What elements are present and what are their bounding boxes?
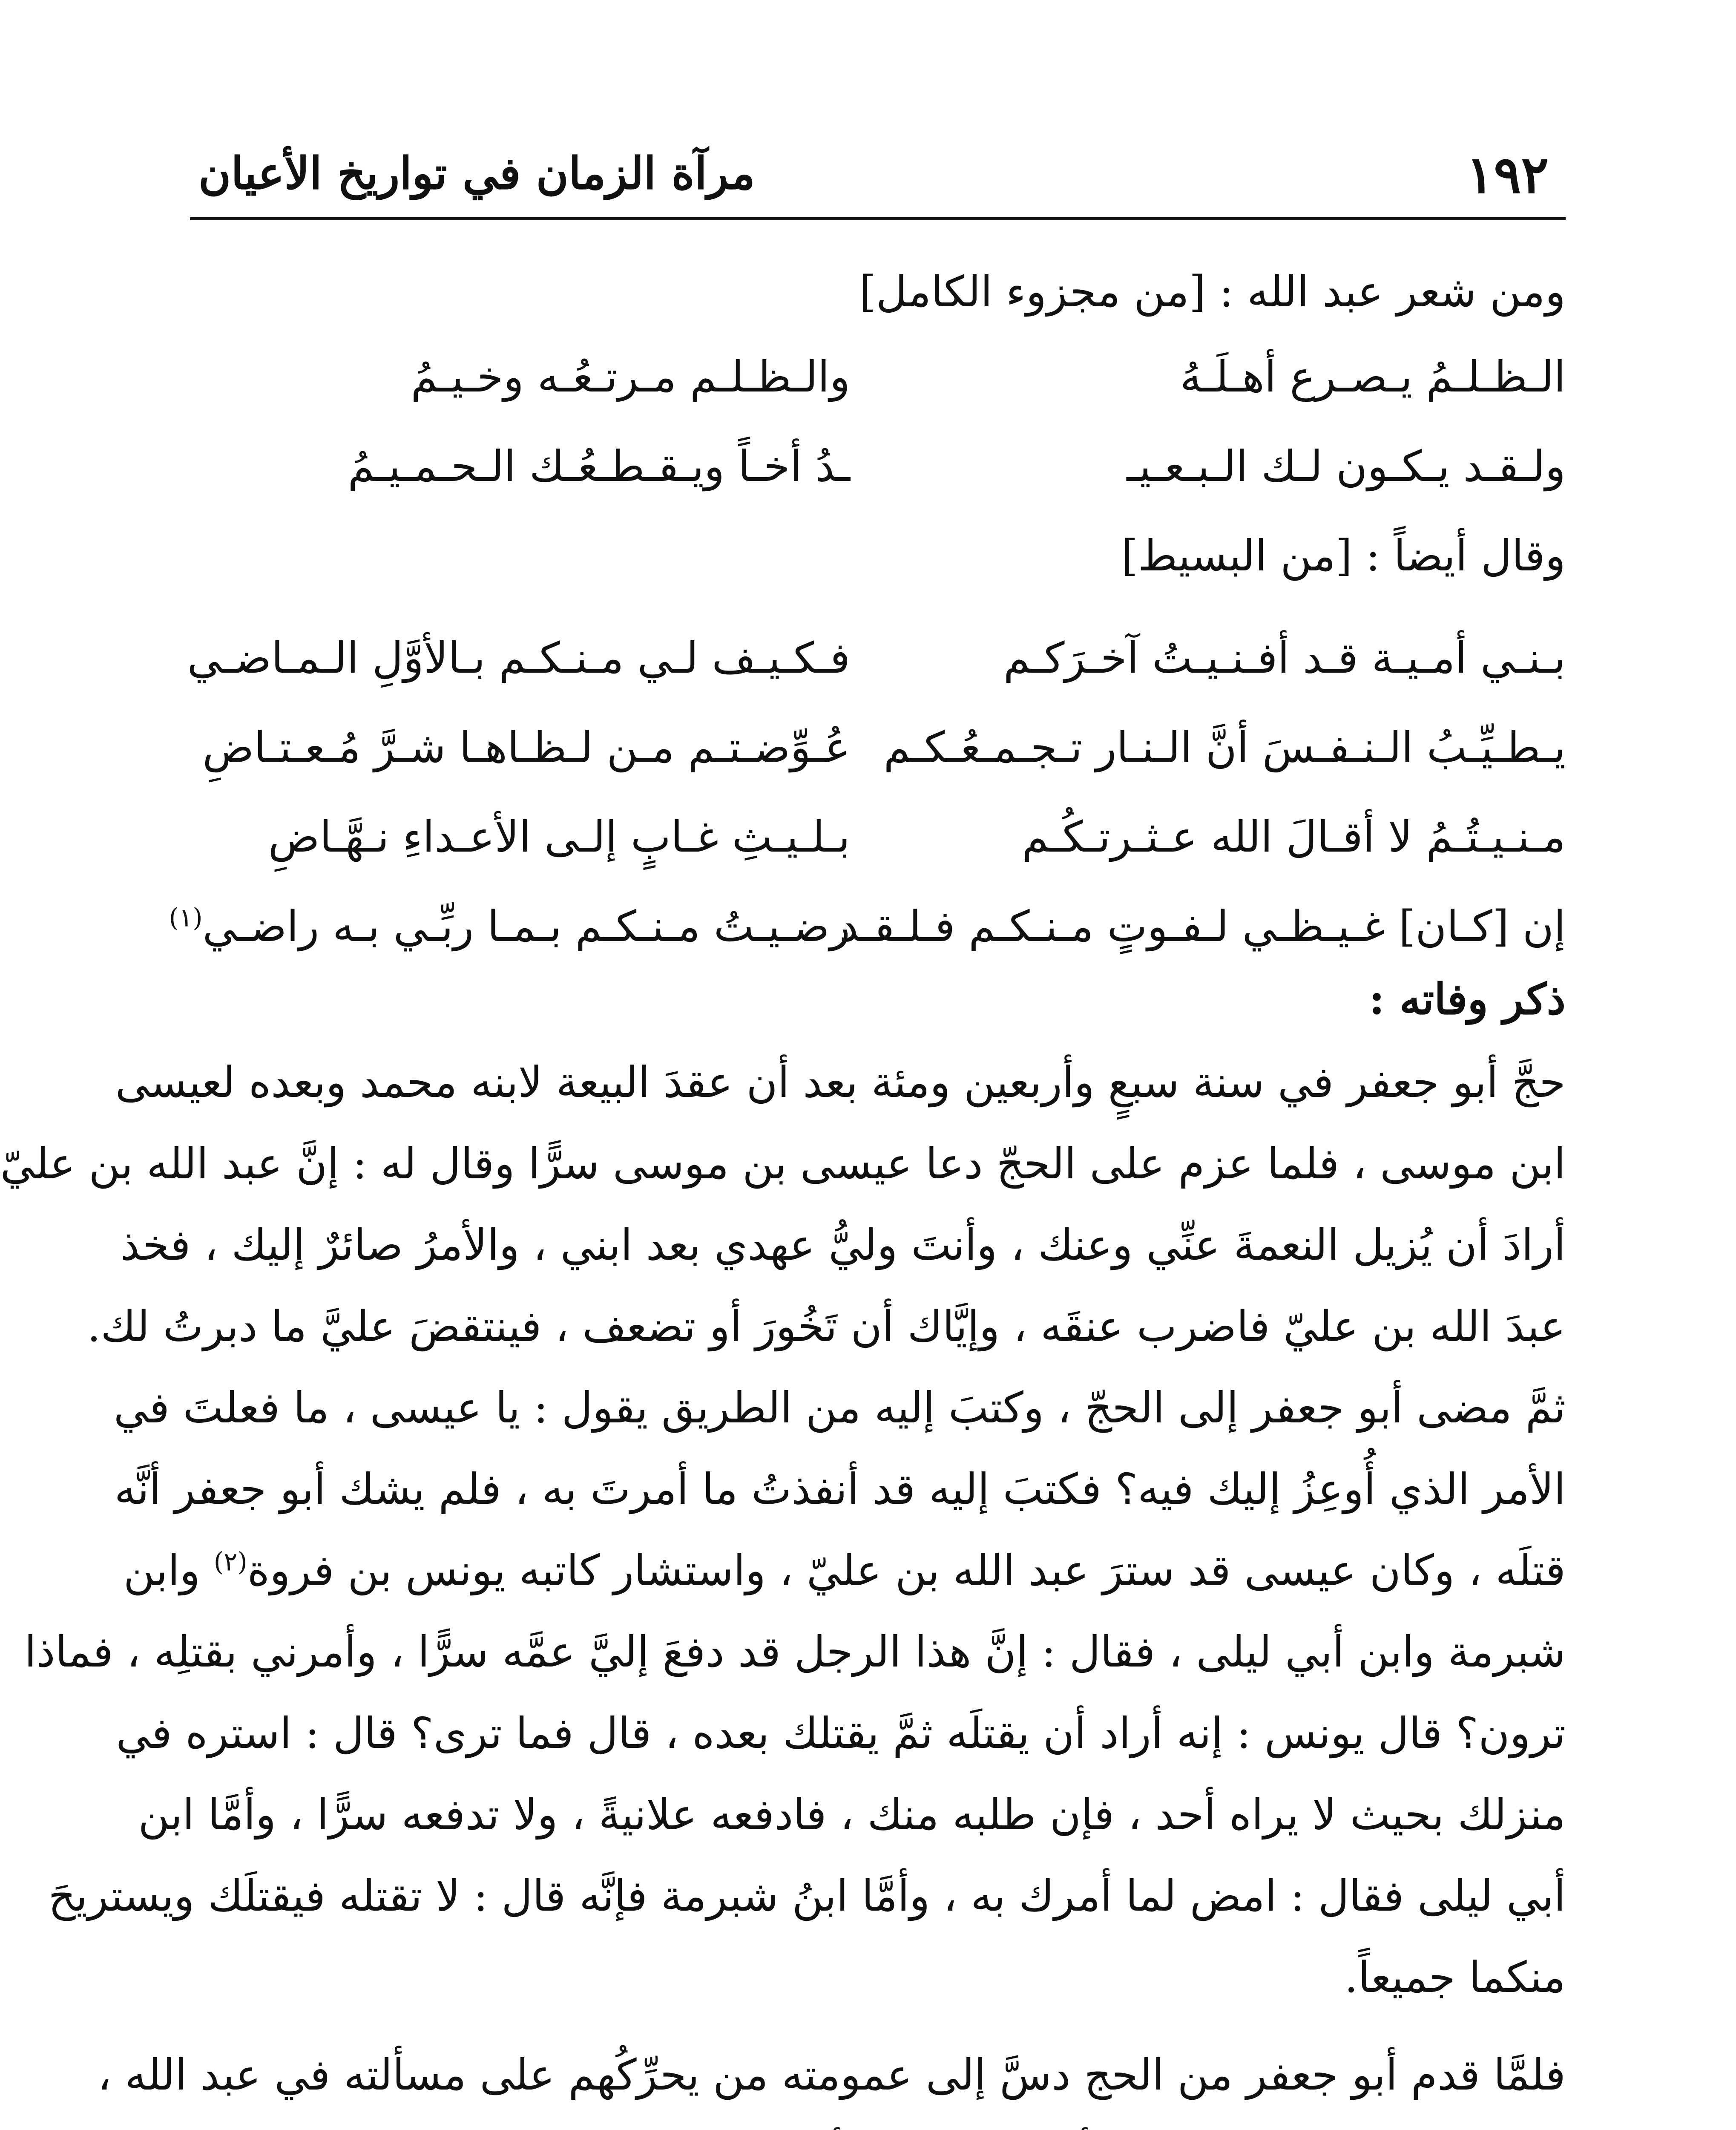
- verse-second-hemistich: ـدُ أخـاً ويـقـطـعُـك الـحـمـيـمُ: [348, 441, 850, 491]
- poem2-intro: وقال أيضاً : [من البسيط]: [1121, 531, 1566, 581]
- verse-first-hemistich: الـظـلـمُ يـصـرع أهـلَـهُ: [1180, 352, 1566, 402]
- poem1-verse: [220, 426, 1566, 507]
- running-title: مرآة الزمان في تواريخ الأعيان: [198, 147, 756, 199]
- poem1-intro: ومن شعر عبد الله : [من مجزوء الكامل]: [859, 267, 1566, 317]
- text-line: عبدَ الله بن عليّ فاضرب عنقَه ، وإيَّاك أن تَخُورَ أو تضعف ، فينتقضَ عليَّ ما دبرتُ لك.: [87, 1301, 1566, 1351]
- text-line: ابن موسى ، فلما عزم على الحجّ دعا عيسى بن موسى سرًّا وقال له : إنَّ عبد الله بن عليّ: [0, 1139, 1566, 1189]
- text-line: شبرمة وابن أبي ليلى ، فقال : إنَّ هذا الرجل قد دفعَ إليَّ عمَّه سرًّا ، وأمرني بقتلِه ، فماذا: [24, 1627, 1566, 1677]
- verse-second-hemistich: والـظـلـم مـرتـعُـه وخـيـمُ: [411, 352, 850, 402]
- paragraph-1: [0, 1042, 1566, 2018]
- text-line: ترون؟ قال يونس : إنه أراد أن يقتلَه ثمَّ يقتلك بعده ، قال فما ترى؟ قال : استره في: [116, 1708, 1566, 1758]
- text-line: الأمر الذي أُوعِزُ إليك فيه؟ فكتبَ إليه قد أنفذتُ ما أمرتَ به ، فلم يشك أبو جعفر أنَّه: [114, 1464, 1566, 1514]
- verse-first-hemistich: إن [كـان] غـيـظـي لـفـوتٍ مـنـكـم فـلـقـد: [839, 901, 1566, 951]
- text-segment: قتلَه ، وكان عيسى قد سترَ عبد الله بن عليّ ، واستشار كاتبه يونس بن فروة: [247, 1546, 1566, 1595]
- verse-second-hemistich: عُـوِّضـتـم مـن لـظـاهـا شـرَّ مُـعـتـاضِ: [202, 722, 850, 772]
- text-line: حجَّ أبو جعفر في سنة سبعٍ وأربعين ومئة بعد أن عقدَ البيعة لابنه محمد وبعده لعيسى: [115, 1057, 1566, 1107]
- text-line: [123, 1530, 1566, 1611]
- verse-second-hemistich: فـكـيـف لـي مـنـكـم بـالأوَّلِ الـمـاضـي: [187, 633, 850, 683]
- page-number: ١٩٢: [1466, 145, 1549, 205]
- verse-second-hemistich: بـلـيـثِ غـابٍ إلـى الأعـداءِ نـهَّـاضِ: [268, 812, 850, 862]
- text-line: أرادَ أن يُزيل النعمةَ عنِّي وعنك ، وأنتَ وليُّ عهدي بعد ابني ، والأمرُ صائرٌ إليك ، فخذ: [120, 1220, 1566, 1270]
- poem2-verse: [169, 886, 1566, 967]
- text-line: ثمَّ مضى أبو جعفر إلى الحجّ ، وكتبَ إليه من الطريق يقول : يا عيسى ، ما فعلتَ في: [113, 1383, 1566, 1433]
- text-segment: وابن: [123, 1546, 200, 1595]
- verse-first-hemistich: يـطـيِّـبُ الـنـفـسَ أنَّ الـنـار تـجـمـعُـكـم: [883, 722, 1566, 772]
- poem2-verse: [187, 618, 1566, 699]
- page-header: [190, 128, 1566, 220]
- hemistich-text: رضـيـتُ مـنـكـم بـمـا ربِّـي بـه راضـي: [202, 901, 850, 951]
- footnote-ref: (٢): [213, 1547, 247, 1577]
- verse-second-hemistich: [169, 886, 850, 967]
- poem2-verse: [220, 797, 1566, 878]
- poem2-verse: [202, 707, 1566, 788]
- text-line: أبي ليلى فقال : امض لما أمرك به ، وأمَّا ابنُ شبرمة فإنَّه قال : لا تقتله فيقتلَك ويستريحَ: [48, 1871, 1566, 1921]
- text-line: [220, 2116, 1566, 2130]
- footnote-ref: (١): [169, 903, 203, 933]
- paragraph-2: [98, 2034, 1566, 2130]
- poem1-verse: [220, 337, 1566, 417]
- text-line: فلمَّا قدم أبو جعفر من الحج دسَّ إلى عمومته من يحرِّكُهم على مسألته في عبد الله ،: [98, 2050, 1566, 2100]
- verse-first-hemistich: ولـقـد يـكـون لـك الـبـعـيـ: [1127, 441, 1566, 491]
- text-line: منزلك بحيث لا يراه أحد ، فإن طلبه منك ، فادفعه علانيةً ، ولا تدفعه سرًّا ، وأمَّا ابن: [138, 1790, 1566, 1839]
- text-line: منكما جميعاً.: [1344, 1952, 1566, 2002]
- verse-first-hemistich: بـنـي أمـيـة قـد أفـنـيـتُ آخـرَكـم: [1003, 633, 1566, 683]
- verse-first-hemistich: مـنـيـتُـمُ لا أقـالَ الله عـثـرتـكُـم: [1022, 812, 1566, 862]
- section-heading: ذكر وفاته :: [1369, 974, 1566, 1024]
